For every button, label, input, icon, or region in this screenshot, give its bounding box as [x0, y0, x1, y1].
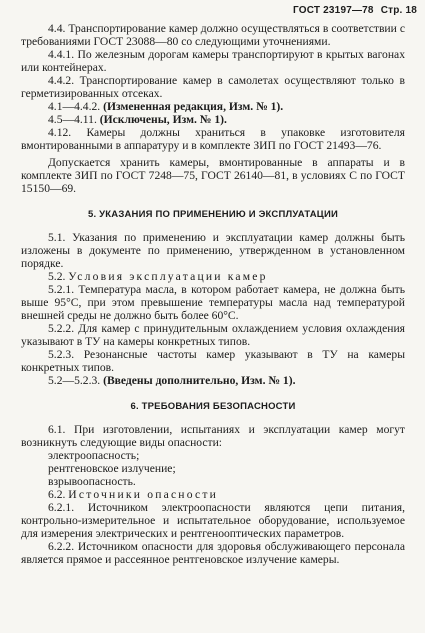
- page-number: Стр. 18: [380, 5, 417, 16]
- paragraph-5-2-1: 5.2.1. Температура масла, в котором работает камера, не должна быть выше 95°С, при этом превышение температуры масла над температурой внешней среды не должно быть более 60°С.: [21, 283, 405, 322]
- paragraph-5-2: [21, 270, 405, 283]
- amendment-note: (Измененная редакция, Изм. № 1).: [103, 100, 284, 113]
- document-body: [21, 22, 405, 566]
- standard-number: ГОСТ 23197—78: [292, 5, 374, 16]
- paragraph-number: 6.2.: [48, 488, 66, 501]
- paragraph-4-5-4-11-note: [21, 113, 405, 126]
- paragraph-number: 4.5—4.11.: [48, 113, 97, 126]
- paragraph-6-2-2: 6.2.2. Источником опасности для здоровья обслуживающего персонала является прямое и рассеянное рентгеновское излучение камеры.: [21, 540, 405, 566]
- paragraph-number: 5.2.: [48, 270, 66, 283]
- paragraph-5-2-note: [21, 374, 405, 387]
- subsection-title: Условия эксплуатации камер: [68, 270, 268, 283]
- paragraph-4-4-2: 4.4.2. Транспортирование камер в самолетах осуществляют только в герметизированных отсеках.: [21, 74, 405, 100]
- amendment-note: (Исключены, Изм. № 1).: [99, 113, 227, 126]
- paragraph-4-12: 4.12. Камеры должны храниться в упаковке изготовителя вмонтированными в аппаратуру и в комплекте ЗИП по ГОСТ 21493—76.: [21, 126, 405, 152]
- paragraph-5-1: 5.1. Указания по применению и эксплуатации камер должны быть изложены в документе по применению, утвержденном в установленном порядке.: [21, 231, 405, 270]
- paragraph-6-2-1: 6.2.1. Источником электроопасности являются цепи питания, контрольно-измерительное и испытательное оборудование, используемое для измерения электрических и рентгенооптических параметров.: [21, 501, 405, 540]
- paragraph-5-2-3: 5.2.3. Резонансные частоты камер указывают в ТУ на камеры конкретных типов.: [21, 348, 405, 374]
- paragraph-4-4: 4.4. Транспортирование камер должно осуществляться в соответствии с требованиями ГОСТ 23088—80 со следующими уточнениями.: [21, 22, 405, 48]
- list-item: взрывоопасность.: [48, 475, 136, 488]
- paragraph-6-1: 6.1. При изготовлении, испытаниях и эксплуатации камер могут возникнуть следующие виды опасности:: [21, 423, 405, 449]
- list-item: электроопасность;: [48, 449, 140, 462]
- section-5-heading: 5. УКАЗАНИЯ ПО ПРИМЕНЕНИЮ И ЭКСПЛУАТАЦИИ: [87, 209, 339, 220]
- paragraph-number: 4.1—4.4.2.: [48, 100, 101, 113]
- page-header: [293, 5, 417, 16]
- paragraph-4-1-4-4-2-note: [21, 100, 405, 113]
- section-6-heading: 6. ТРЕБОВАНИЯ БЕЗОПАСНОСТИ: [130, 401, 296, 412]
- subsection-title: Источники опасности: [68, 488, 219, 501]
- paragraph-4-12-storage: Допускается хранить камеры, вмонтированные в аппараты и в комплекте ЗИП по ГОСТ 7248—75, ГОСТ 26140—81, в условиях С по ГОСТ 15150—69.: [21, 156, 405, 195]
- list-item: рентгеновское излучение;: [48, 462, 176, 475]
- paragraph-4-4-1: 4.4.1. По железным дорогам камеры транспортируют в крытых вагонах или контейнерах.: [21, 48, 405, 74]
- amendment-note: (Введены дополнительно, Изм. № 1).: [103, 374, 296, 387]
- paragraph-number: 5.2—5.2.3.: [48, 374, 101, 387]
- paragraph-5-2-2: 5.2.2. Для камер с принудительным охлаждением условия охлаждения указывают в ТУ на камеры конкретных типов.: [21, 322, 405, 348]
- paragraph-6-2: [21, 488, 405, 501]
